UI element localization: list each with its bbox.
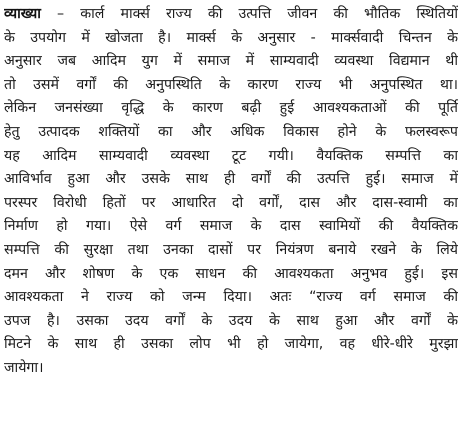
text-line-2: के उपयोग में खोजता है। मार्क्स के अनुसार - मार्क्सवादी चिन्तन के — [4, 29, 458, 46]
text-line-8: आविर्भाव हुआ और उसके साथ ही वर्गों की उत्पत्ति हुई। समाज में — [4, 171, 458, 188]
text-line-13: आवश्यकता ने राज्य को जन्म दिया। अतः “राज्य वर्ग समाज की — [4, 289, 458, 306]
text-line-9: परस्पर विरोधी हितों पर आधारित दो वर्गों, दास और दास-स्वामी का — [4, 194, 458, 211]
line-text-1: – कार्ल मार्क्स राज्य की उत्पत्ति जीवन की भौतिक स्थितियों — [57, 6, 458, 22]
text-line-14: उपज है। उसका उदय वर्गों के उदय के साथ हुआ और वर्गों के — [4, 312, 458, 329]
text-line-15: मिटने के साथ ही उसका लोप भी हो जायेगा, वह धीरे-धीरे मुरझा — [4, 336, 458, 353]
text-line-1 — [4, 3, 458, 27]
heading-label: व्याख्या — [4, 6, 41, 22]
text-line-16: जायेगा। — [4, 359, 44, 376]
text-line-4: तो उसमें वर्गों की अनुपस्थिति के कारण राज्य भी अनुपस्थित था। — [4, 76, 458, 93]
text-line-12: दमन और शोषण के एक साधन की आवश्यकता अनुभव हुई। इस — [4, 265, 458, 282]
text-line-3: अनुसार जब आदिम युग में समाज में साम्यवादी व्यवस्था विद्यमान थी — [4, 53, 458, 70]
text-line-7: यह आदिम साम्यवादी व्यवस्था टूट गयी। वैयक्तिक सम्पत्ति का — [4, 147, 458, 164]
text-line-10: निर्माण हो गया। ऐसे वर्ग समाज के दास स्वामियों की वैयक्तिक — [4, 218, 458, 235]
text-line-11: सम्पत्ति की सुरक्षा तथा उनका दासों पर नियंत्रण बनाये रखने के लिये — [4, 241, 458, 258]
text-line-6: हेतु उत्पादक शक्तियों का और अधिक विकास होने के फलस्वरूप — [4, 123, 458, 140]
text-line-5: लेकिन जनसंख्या वृद्धि के कारण बढ़ी हुई आवश्यकताओं की पूर्ति — [4, 100, 458, 117]
